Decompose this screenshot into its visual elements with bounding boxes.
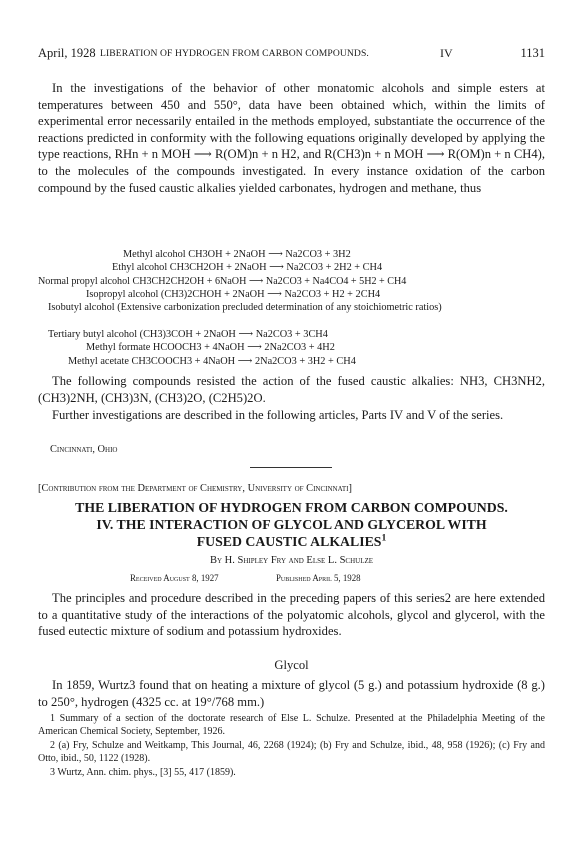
footnote-mark: 1: [381, 532, 387, 544]
header-title: LIBERATION OF HYDROGEN FROM CARBON COMPOUNDS.: [100, 48, 369, 59]
header-volume: IV: [440, 46, 453, 60]
footnote-3: 3 Wurtz, Ann. chim. phys., [3] 55, 417 (1859).: [50, 767, 236, 778]
article-title-line3: [38, 533, 545, 550]
authors-line: By H. Shipley Fry and Else L. Schulze: [209, 555, 374, 566]
contribution-line: [Contribution from the Department of Chemistry, University of Cincinnati]: [38, 483, 352, 494]
article-title-line1: THE LIBERATION OF HYDROGEN FROM CARBON COMPOUNDS.: [75, 500, 508, 515]
equation-line: Isopropyl alcohol (CH3)2CHOH + 2NaOH ⟶ Na2CO3 + H2 + 2CH4: [86, 289, 381, 300]
principles-paragraph: The principles and procedure described in the preceding papers of this series2 are here extended to a quantitative study of the interactions of the polyatomic alcohols, glycol and glycerol, with the fused eutectic mixture of sodium and potassium hydroxides.: [38, 591, 545, 639]
article-title-line2: IV. THE INTERACTION OF GLYCOL AND GLYCEROL WITH: [96, 517, 487, 532]
header-date: April, 1928: [38, 46, 96, 60]
equation-note: Isobutyl alcohol (Extensive carbonization precluded determination of any stoichiometric ratios): [48, 302, 442, 313]
article-title-text: FUSED CAUSTIC ALKALIES: [196, 534, 382, 549]
equation-line: Normal propyl alcohol CH3CH2CH2OH + 6NaOH ⟶ Na2CO3 + Na4CO4 + 5H2 + CH4: [38, 276, 407, 287]
footnote-2: 2 (a) Fry, Schulze and Weitkamp, This Journal, 46, 2268 (1924); (b) Fry and Schulze, ibid., 48, 958 (1926); (c) Fry and Otto, ibid., 50, 1122 (1928).: [38, 740, 545, 764]
footnote-1: 1 Summary of a section of the doctorate research of Else L. Schulze. Presented at the Philadelphia Meeting of the American Chemical Society, September, 1926.: [38, 713, 545, 737]
equation-line: Methyl formate HCOOCH3 + 4NaOH ⟶ 2Na2CO3 + 4H2: [86, 342, 335, 353]
equation-line: Ethyl alcohol CH3CH2OH + 2NaOH ⟶ Na2CO3 + 2H2 + CH4: [112, 262, 383, 273]
section-heading-glycol: Glycol: [274, 658, 309, 672]
further-paragraph: Further investigations are described in the following articles, Parts IV and V of the series.: [52, 408, 504, 422]
received-date: Received August 8, 1927: [130, 573, 219, 583]
equation-line: Methyl acetate CH3COOCH3 + 4NaOH ⟶ 2Na2CO3 + 3H2 + CH4: [68, 356, 356, 367]
header-page-number: 1131: [520, 46, 545, 60]
place-line: Cincinnati, Ohio: [50, 444, 118, 455]
resisted-paragraph: The following compounds resisted the action of the fused caustic alkalies: NH3, CH3NH2, (CH3)2NH, (CH3)3N, (CH3)2O, (C2H5)2O.: [38, 374, 545, 405]
intro-paragraph: In the investigations of the behavior of other monatomic alcohols and simple esters at temperatures between 450 and 550°, data have been obtained which, within the limits of experimental error necessarily entailed in the methods employed, substantiate the occurrence of the reactions predicted in conformity with the following equations originally developed by applying the type reactions, RHn + n MOH ⟶ R(OM)n + n H2, and R(CH3)n + n MOH ⟶ R(OM)n + n CH4), to the molecules of the compounds investigated. In every instance oxidation of the carbon compound by the fused caustic alkalies yielded carbonates, hydrogen and methane, thus: [38, 81, 546, 195]
section-divider: [250, 467, 332, 468]
equation-line: Tertiary butyl alcohol (CH3)3COH + 2NaOH ⟶ Na2CO3 + 3CH4: [48, 329, 328, 340]
equation-line: Methyl alcohol CH3OH + 2NaOH ⟶ Na2CO3 + 3H2: [123, 249, 351, 260]
wurtz-paragraph: In 1859, Wurtz3 found that on heating a mixture of glycol (5 g.) and potassium hydroxide (8 g.) to 250°, hydrogen (4325 cc. at 19°/768 mm.): [38, 678, 545, 709]
published-date: Published April 5, 1928: [276, 573, 361, 583]
